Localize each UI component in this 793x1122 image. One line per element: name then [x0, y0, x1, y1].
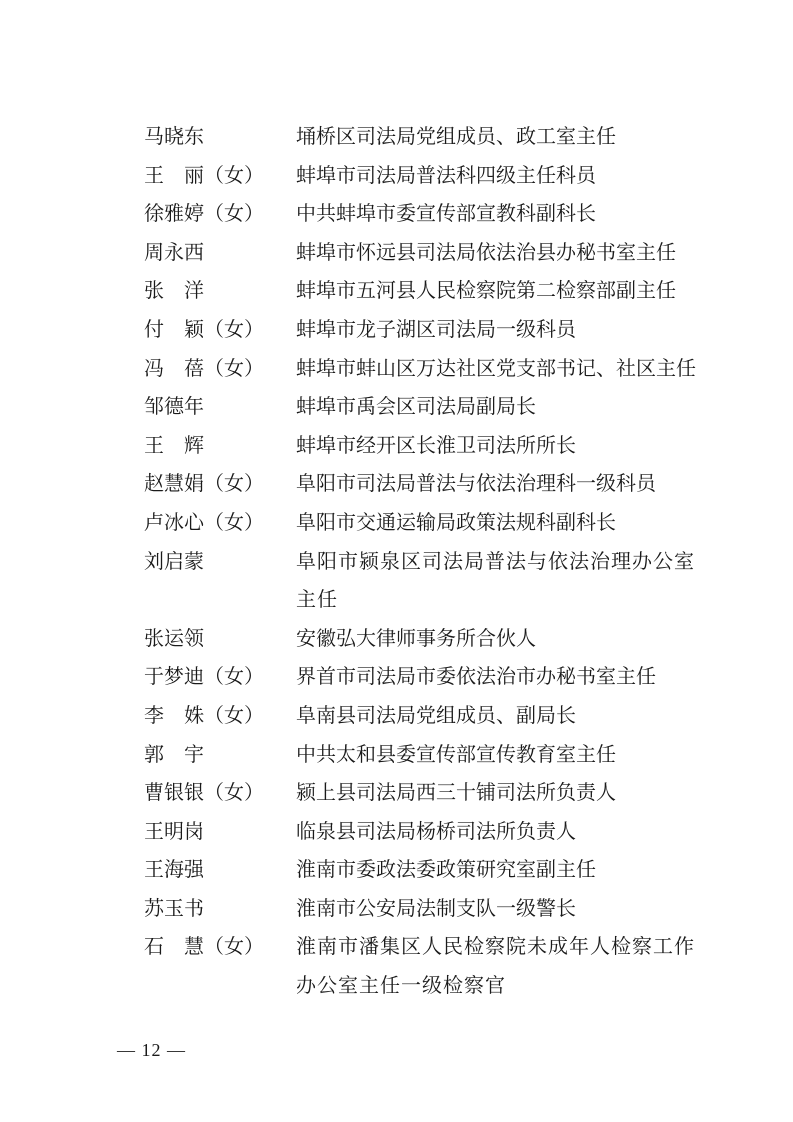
list-item	[144, 735, 704, 774]
list-item	[144, 773, 704, 812]
person-name: 王明岗	[144, 818, 204, 843]
person-name: 卢冰心（女）	[144, 509, 264, 534]
person-name: 曹银银（女）	[144, 780, 264, 805]
person-name: 王 辉	[144, 432, 204, 457]
list-item	[144, 503, 704, 542]
person-title: 临泉县司法局杨桥司法所负责人	[296, 818, 576, 843]
person-title: 蚌埠市司法局普法科四级主任科员	[296, 162, 596, 187]
person-title: 蚌埠市怀远县司法局依法治县办秘书室主任	[296, 239, 676, 264]
person-title: 安徽弘大律师事务所合伙人	[296, 625, 536, 650]
person-name: 张 洋	[144, 278, 204, 303]
person-name: 郭 宇	[144, 741, 204, 766]
list-item	[144, 156, 704, 195]
list-item	[144, 310, 704, 349]
person-title: 淮南市公安局法制支队一级警长	[296, 895, 576, 920]
person-title: 蚌埠市五河县人民检察院第二检察部副主任	[296, 278, 676, 303]
list-item	[144, 696, 704, 735]
person-title: 界首市司法局市委依法治市办秘书室主任	[296, 664, 656, 689]
person-name: 王海强	[144, 857, 204, 882]
person-title: 蚌埠市经开区长淮卫司法所所长	[296, 432, 576, 457]
list-item	[144, 233, 704, 272]
personnel-list	[144, 117, 704, 1005]
person-name: 刘启蒙	[144, 548, 204, 573]
person-title: 蚌埠市蚌山区万达社区党支部书记、社区主任	[296, 355, 696, 380]
list-item	[144, 619, 704, 658]
list-item	[144, 271, 704, 310]
person-name: 苏玉书	[144, 895, 204, 920]
person-name: 赵慧娟（女）	[144, 471, 264, 496]
person-title: 蚌埠市禹会区司法局副局长	[296, 394, 536, 419]
list-item	[144, 927, 704, 1004]
list-item	[144, 542, 704, 619]
person-title: 颍上县司法局西三十铺司法所负责人	[296, 780, 616, 805]
person-title: 阜阳市交通运输局政策法规科副科长	[296, 509, 616, 534]
person-name: 张运领	[144, 625, 204, 650]
person-title: 蚌埠市龙子湖区司法局一级科员	[296, 316, 576, 341]
person-name: 李 姝（女）	[144, 702, 264, 727]
person-name: 马晓东	[144, 124, 204, 148]
list-item	[144, 194, 704, 233]
person-title: 阜南县司法局党组成员、副局长	[296, 702, 576, 727]
list-item	[144, 464, 704, 503]
person-name: 冯 蓓（女）	[144, 355, 264, 380]
list-item	[144, 889, 704, 928]
person-title: 中共蚌埠市委宣传部宣教科副科长	[296, 201, 596, 226]
person-title: 中共太和县委宣传部宣传教育室主任	[296, 741, 616, 766]
list-item	[144, 850, 704, 889]
person-name: 于梦迪（女）	[144, 664, 264, 689]
person-title: 淮南市委政法委政策研究室副主任	[296, 857, 596, 882]
person-name: 邹德年	[144, 394, 204, 419]
person-name: 石 慧（女）	[144, 934, 264, 959]
list-item	[144, 117, 704, 156]
person-title: 淮南市潘集区人民检察院未成年人检察工作办公室主任一级检察官	[296, 934, 695, 998]
person-title: 埇桥区司法局党组成员、政工室主任	[296, 124, 616, 148]
person-title: 阜阳市司法局普法与依法治理科一级科员	[296, 471, 656, 496]
person-title: 阜阳市颍泉区司法局普法与依法治理办公室主任	[296, 548, 695, 612]
list-item	[144, 812, 704, 851]
person-name: 王 丽（女）	[144, 162, 264, 187]
list-item	[144, 387, 704, 426]
person-name: 付 颖（女）	[144, 316, 264, 341]
person-name: 徐雅婷（女）	[144, 201, 264, 226]
list-item	[144, 349, 704, 388]
person-name: 周永西	[144, 239, 204, 264]
list-item	[144, 426, 704, 465]
list-item	[144, 657, 704, 696]
page-number: — 12 —	[117, 1040, 186, 1060]
